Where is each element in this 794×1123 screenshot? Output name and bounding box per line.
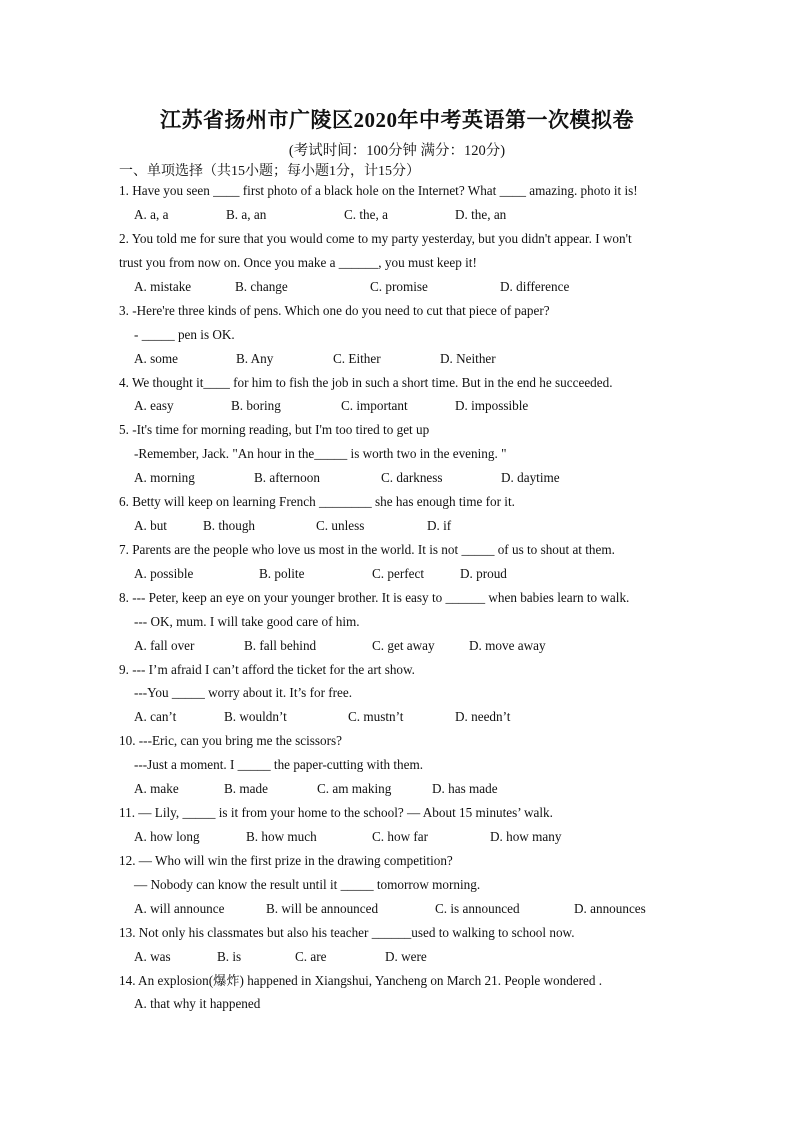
option-d: D. how many xyxy=(490,829,562,844)
exam-info: (考试时间：100分钟 满分：120分) xyxy=(288,143,506,159)
answer-options xyxy=(134,470,694,486)
option-d: D. move away xyxy=(469,638,546,653)
dialogue-reply: ---You _____ worry about it. It’s for free. xyxy=(134,685,353,700)
option-d: D. the, an xyxy=(455,207,507,222)
option-c: C. mustn’t xyxy=(348,709,404,724)
option-a: A. easy xyxy=(134,398,174,413)
dialogue-reply: --- OK, mum. I will take good care of him. xyxy=(134,614,360,629)
dialogue-reply: — Nobody can know the result until it _____ tomorrow morning. xyxy=(134,877,481,892)
option-b: B. change xyxy=(235,279,288,294)
option-c: C. promise xyxy=(370,279,428,294)
answer-options xyxy=(134,996,694,1012)
option-c: C. important xyxy=(341,398,408,413)
answer-options xyxy=(134,566,694,582)
section-heading: 一、单项选择（共15小题；每小题1分，计15分） xyxy=(119,164,420,179)
question-text: 5. -It's time for morning reading, but I'm too tired to get up xyxy=(119,422,430,437)
option-d: D. were xyxy=(385,949,427,964)
dialogue-reply: ---Just a moment. I _____ the paper-cutting with them. xyxy=(134,757,424,772)
answer-options xyxy=(134,638,694,654)
option-d: D. proud xyxy=(460,566,507,581)
question-text: 14. An explosion(爆炸) happened in Xiangshui, Yancheng on March 21. People wondered . xyxy=(119,973,603,988)
answer-options xyxy=(134,709,694,725)
question-text: 1. Have you seen ____ first photo of a black hole on the Internet? What ____ amazing. photo it is! xyxy=(119,183,638,198)
dialogue-reply: -Remember, Jack. "An hour in the_____ is worth two in the evening. " xyxy=(134,446,507,461)
option-d: D. impossible xyxy=(455,398,529,413)
option-d: D. has made xyxy=(432,781,498,796)
option-a: A. possible xyxy=(134,566,194,581)
option-d: D. if xyxy=(427,518,452,533)
question-text: 4. We thought it____ for him to fish the job in such a short time. But in the end he succeeded. xyxy=(119,375,613,390)
option-c: C. perfect xyxy=(372,566,424,581)
question-text: 10. ---Eric, can you bring me the scissors? xyxy=(119,733,343,748)
option-a: A. how long xyxy=(134,829,200,844)
option-b: B. polite xyxy=(259,566,305,581)
option-a: A. mistake xyxy=(134,279,192,294)
option-a: A. some xyxy=(134,351,178,366)
option-b: B. fall behind xyxy=(244,638,317,653)
option-c: C. are xyxy=(295,949,327,964)
answer-options xyxy=(134,781,694,797)
option-d: D. needn’t xyxy=(455,709,511,724)
option-b: B. though xyxy=(203,518,256,533)
option-b: B. will be announced xyxy=(266,901,379,916)
option-a: A. make xyxy=(134,781,179,796)
option-b: B. afternoon xyxy=(254,470,320,485)
option-b: B. a, an xyxy=(226,207,267,222)
option-a: A. a, a xyxy=(134,207,169,222)
question-text: 9. --- I’m afraid I can’t afford the ticket for the art show. xyxy=(119,662,415,677)
option-c: C. get away xyxy=(372,638,435,653)
option-c: C. darkness xyxy=(381,470,443,485)
answer-options xyxy=(134,279,694,295)
option-a: A. fall over xyxy=(134,638,195,653)
option-a: A. morning xyxy=(134,470,195,485)
option-b: B. Any xyxy=(236,351,274,366)
question-text: 2. You told me for sure that you would come to my party yesterday, but you didn't appear. I won't xyxy=(119,231,632,246)
option-c: C. unless xyxy=(316,518,365,533)
question-text-continued: trust you from now on. Once you make a ______, you must keep it! xyxy=(119,255,477,270)
option-c: C. is announced xyxy=(435,901,520,916)
option-b: B. wouldn’t xyxy=(224,709,287,724)
option-a: A. but xyxy=(134,518,167,533)
option-d: D. Neither xyxy=(440,351,496,366)
question-text: 13. Not only his classmates but also his teacher ______used to walking to school now. xyxy=(119,925,575,940)
option-c: C. the, a xyxy=(344,207,388,222)
option-b: B. made xyxy=(224,781,268,796)
question-text: 7. Parents are the people who love us most in the world. It is not _____ of us to shout at them. xyxy=(119,542,615,557)
option-a: A. that why it happened xyxy=(134,996,261,1011)
page-title: 江苏省扬州市广陵区2020年中考英语第一次模拟卷 xyxy=(160,108,634,132)
option-d: D. announces xyxy=(574,901,646,916)
option-c: C. am making xyxy=(317,781,392,796)
answer-options xyxy=(134,351,694,367)
answer-options xyxy=(134,518,694,534)
option-c: C. how far xyxy=(372,829,429,844)
answer-options xyxy=(134,829,694,845)
dialogue-reply: - _____ pen is OK. xyxy=(134,327,235,342)
option-a: A. will announce xyxy=(134,901,225,916)
option-a: A. can’t xyxy=(134,709,177,724)
question-text: 12. — Who will win the first prize in the drawing competition? xyxy=(119,853,453,868)
question-text: 3. -Here're three kinds of pens. Which one do you need to cut that piece of paper? xyxy=(119,303,550,318)
question-text: 6. Betty will keep on learning French ________ she has enough time for it. xyxy=(119,494,515,509)
question-text: 8. --- Peter, keep an eye on your younger brother. It is easy to ______ when babies learn to walk. xyxy=(119,590,630,605)
option-b: B. how much xyxy=(246,829,317,844)
answer-options xyxy=(134,901,694,917)
answer-options xyxy=(134,207,694,223)
option-c: C. Either xyxy=(333,351,381,366)
option-b: B. boring xyxy=(231,398,281,413)
question-text: 11. — Lily, _____ is it from your home to the school? — About 15 minutes’ walk. xyxy=(119,805,553,820)
option-d: D. difference xyxy=(500,279,570,294)
option-d: D. daytime xyxy=(501,470,560,485)
option-b: B. is xyxy=(217,949,242,964)
answer-options xyxy=(134,949,694,965)
answer-options xyxy=(134,398,694,414)
option-a: A. was xyxy=(134,949,171,964)
